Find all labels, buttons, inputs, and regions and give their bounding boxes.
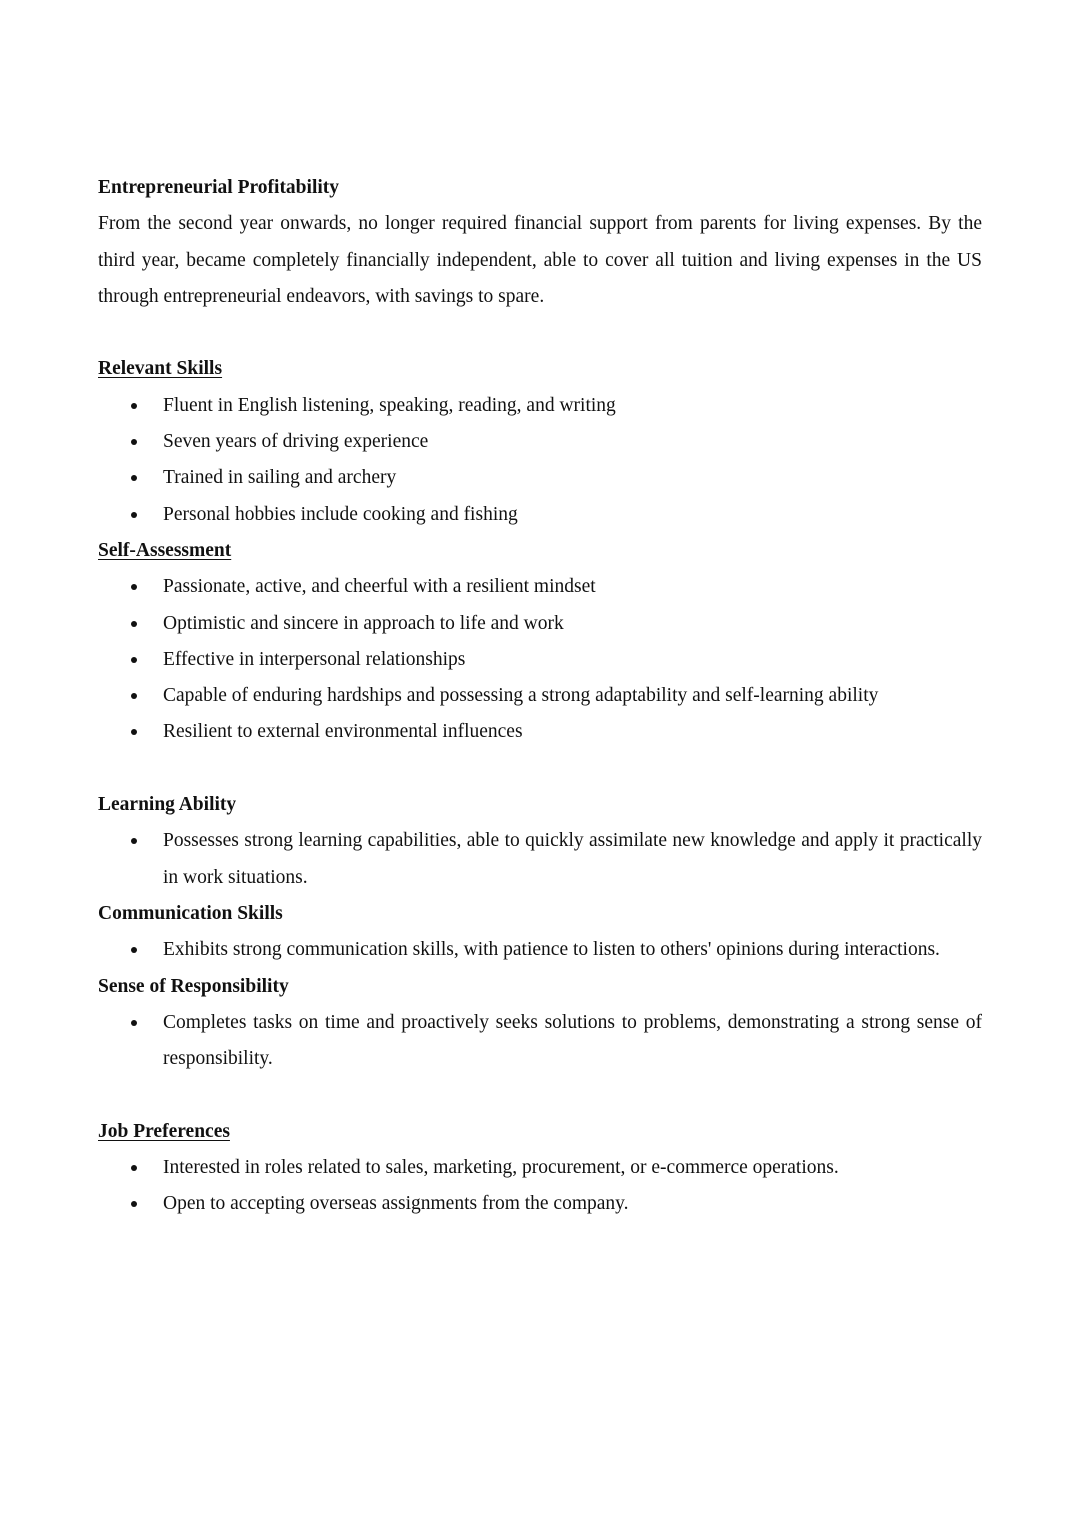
list-item bbox=[98, 1150, 982, 1186]
bullet-icon bbox=[131, 838, 137, 844]
list-item bbox=[98, 1186, 982, 1222]
list-item-text: Capable of enduring hardships and possessing a strong adaptability and self-learning ability bbox=[163, 685, 879, 707]
list-item-text: Completes tasks on time and proactively seeks solutions to problems, demonstrating a strong sense of responsibility. bbox=[163, 1011, 982, 1070]
bullet-icon bbox=[131, 729, 137, 735]
list-item-text: Exhibits strong communication skills, with patience to listen to others' opinions during interactions. bbox=[163, 939, 940, 961]
list-item bbox=[98, 424, 982, 460]
bullet-icon bbox=[131, 584, 137, 590]
list-item bbox=[98, 678, 982, 714]
list-item bbox=[98, 932, 982, 968]
bullet-icon bbox=[131, 693, 137, 699]
list-item-text: Fluent in English listening, speaking, reading, and writing bbox=[163, 394, 616, 416]
heading-learning-ability: Learning Ability bbox=[98, 794, 237, 816]
list-item bbox=[98, 714, 982, 750]
list-item-text: Seven years of driving experience bbox=[163, 431, 429, 453]
bullet-icon bbox=[131, 1201, 137, 1207]
bullet-icon bbox=[131, 1165, 137, 1171]
learning-ability-list bbox=[98, 823, 982, 896]
heading-self-assessment: Self-Assessment bbox=[98, 539, 232, 561]
heading-relevant-skills: Relevant Skills bbox=[98, 358, 223, 380]
list-item-text: Interested in roles related to sales, marketing, procurement, or e-commerce operations. bbox=[163, 1157, 839, 1179]
bullet-icon bbox=[131, 947, 137, 953]
bullet-icon bbox=[131, 512, 137, 518]
bullet-icon bbox=[131, 439, 137, 445]
list-item bbox=[98, 569, 982, 605]
bullet-icon bbox=[131, 475, 137, 481]
list-item bbox=[98, 388, 982, 424]
spacer bbox=[98, 751, 982, 787]
bullet-icon bbox=[131, 621, 137, 627]
list-item-text: Open to accepting overseas assignments from the company. bbox=[163, 1193, 629, 1215]
bullet-icon bbox=[131, 403, 137, 409]
document-page bbox=[98, 170, 982, 1223]
list-item-text: Resilient to external environmental influences bbox=[163, 721, 523, 743]
heading-sense-of-responsibility: Sense of Responsibility bbox=[98, 975, 289, 997]
list-item bbox=[98, 497, 982, 533]
list-item bbox=[98, 642, 982, 678]
self-assessment-list bbox=[98, 569, 982, 750]
sense-of-responsibility-list bbox=[98, 1005, 982, 1078]
heading-entrepreneurial-profitability: Entrepreneurial Profitability bbox=[98, 177, 340, 198]
list-item bbox=[98, 606, 982, 642]
list-item-text: Personal hobbies include cooking and fishing bbox=[163, 503, 518, 525]
job-preferences-list bbox=[98, 1150, 982, 1223]
bullet-icon bbox=[131, 657, 137, 663]
list-item-text: Passionate, active, and cheerful with a resilient mindset bbox=[163, 576, 596, 598]
communication-skills-list bbox=[98, 932, 982, 968]
heading-communication-skills: Communication Skills bbox=[98, 902, 283, 924]
bullet-icon bbox=[131, 1020, 137, 1026]
spacer bbox=[98, 1077, 982, 1113]
spacer bbox=[98, 315, 982, 351]
paragraph-entrepreneurial-profitability: From the second year onwards, no longer required financial support from parents for living expenses. By the third year, became completely financially independent, able to cover all tuition and living expenses in the US through entrepreneurial endeavors, with savings to spare. bbox=[98, 213, 982, 307]
list-item bbox=[98, 460, 982, 496]
list-item-text: Trained in sailing and archery bbox=[163, 467, 397, 489]
relevant-skills-list bbox=[98, 388, 982, 533]
list-item bbox=[98, 1005, 982, 1078]
list-item-text: Possesses strong learning capabilities, able to quickly assimilate new knowledge and apply it practically in work situations. bbox=[163, 830, 982, 888]
list-item bbox=[98, 823, 982, 896]
heading-job-preferences: Job Preferences bbox=[98, 1120, 230, 1142]
list-item-text: Effective in interpersonal relationships bbox=[163, 648, 466, 670]
list-item-text: Optimistic and sincere in approach to life and work bbox=[163, 612, 564, 634]
